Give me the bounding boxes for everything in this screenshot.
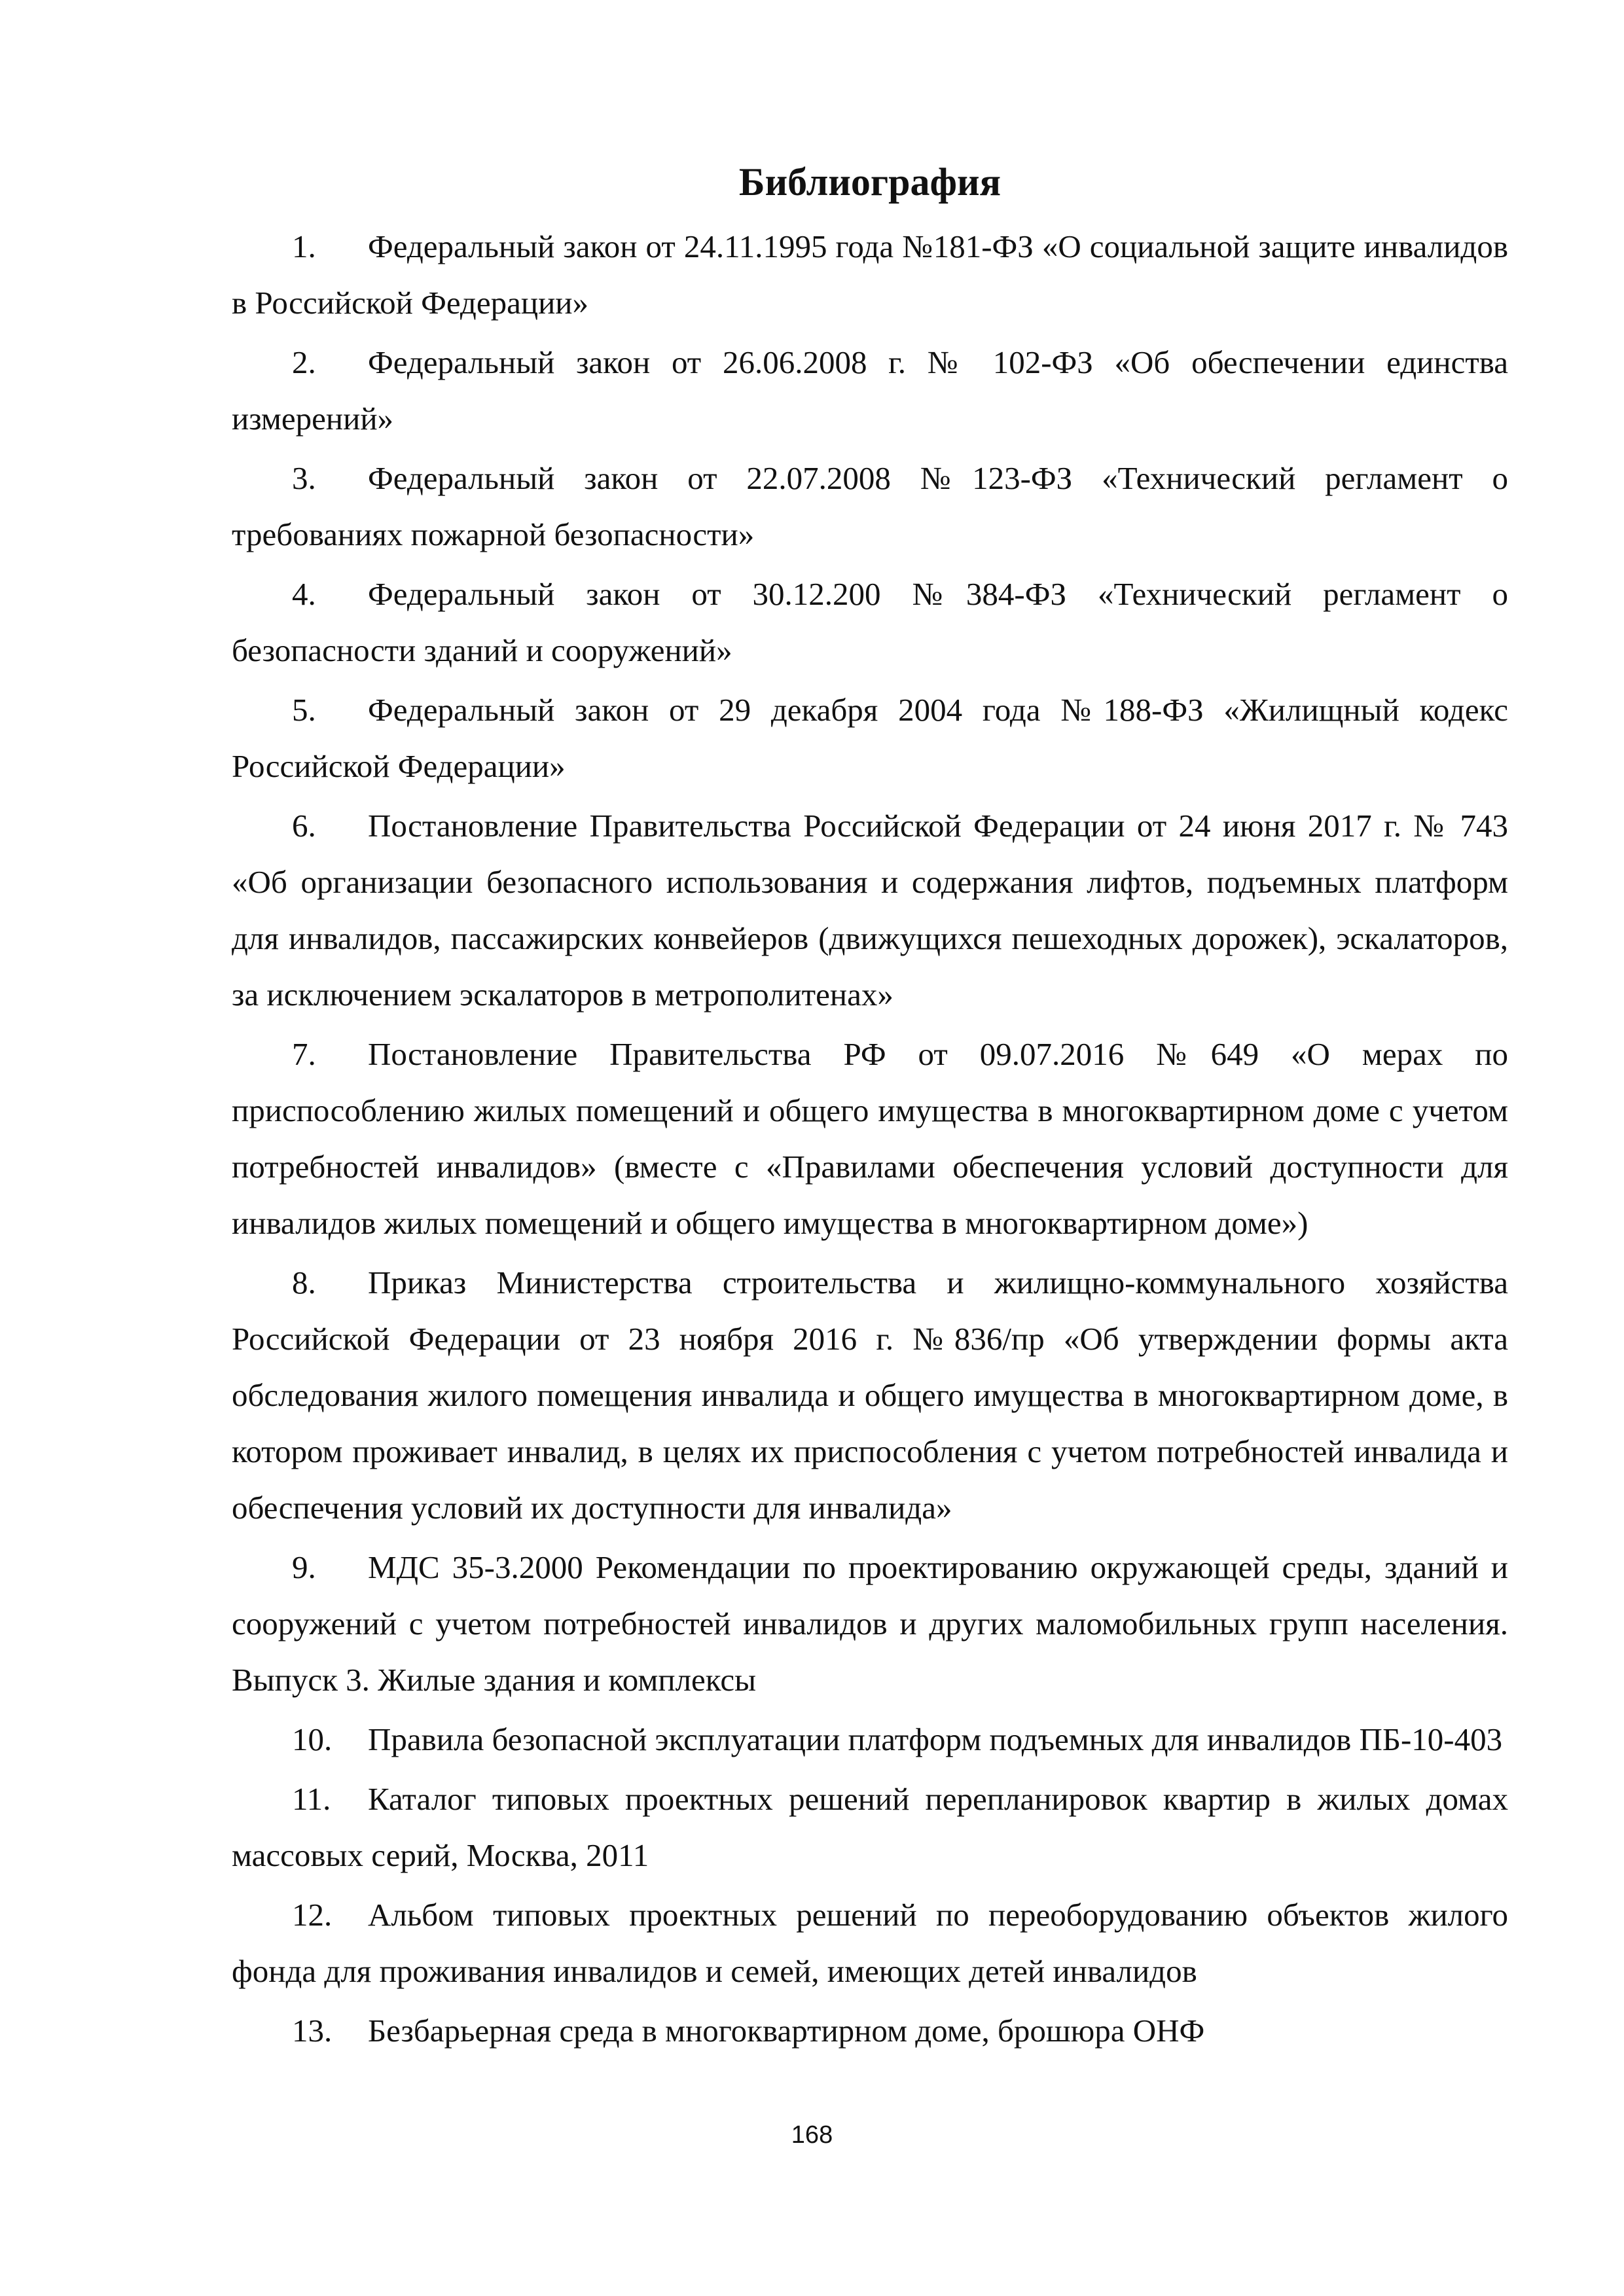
bibliography-entry [232,219,1508,331]
entry-number: 12. [292,1897,333,1933]
entry-number: 10. [292,1721,333,1757]
page-number: 168 [791,2121,833,2149]
entry-text: Безбарьерная среда в многоквартирном доме, брошюра ОНФ [368,2013,1205,2049]
entry-text: Каталог типовых проектных решений перепланировок квартир в жилых домах массовых серий, Москва, 2011 [232,1781,1508,1873]
bibliography-entry [232,1539,1508,1708]
entry-number: 7. [292,1036,316,1072]
bibliography-entry [232,2003,1508,2059]
entry-number: 3. [292,460,316,496]
entry-number: 2. [292,344,316,380]
bibliography-list [232,219,1508,2059]
entry-text: Приказ Министерства строительства и жилищно-коммунального хозяйства Российской Федерации от 23 ноября 2016 г. №836/пр «Об утверждении формы акта обследования жилого помещения инвалида и общего имущества в многоквартирном доме, в котором проживает инвалид, в целях их приспособления с учетом потребностей инвалида и обеспечения условий их доступности для инвалида» [232,1265,1508,1526]
entry-number: 11. [292,1781,331,1817]
entry-text: Альбом типовых проектных решений по переоборудованию объектов жилого фонда для проживания инвалидов и семей, имеющих детей инвалидов [232,1897,1508,1989]
entry-number: 4. [292,576,316,612]
entry-text: Федеральный закон от 29 декабря 2004 года №188-ФЗ «Жилищный кодекс Российской Федерации» [232,692,1508,784]
bibliography-entry [232,566,1508,679]
bibliography-entry [232,1887,1508,2000]
entry-number: 6. [292,808,316,844]
entry-text: Федеральный закон от 22.07.2008 №123-ФЗ «Технический регламент о требованиях пожарной безопасности» [232,460,1508,552]
page-title: Библиография [738,160,1001,204]
bibliography-entry [232,682,1508,795]
bibliography-entry [232,798,1508,1023]
entry-text: Федеральный закон от 24.11.1995 года №181-ФЗ «О социальной защите инвалидов в Российской Федерации» [232,228,1508,321]
entry-number: 13. [292,2013,333,2049]
entry-number: 9. [292,1549,316,1585]
entry-number: 5. [292,692,316,728]
entry-number: 8. [292,1265,316,1300]
bibliography-entry [232,450,1508,563]
bibliography-entry [232,1712,1508,1768]
entry-text: Федеральный закон от 30.12.200 №384-ФЗ «Технический регламент о безопасности зданий и сооружений» [232,576,1508,668]
bibliography-entry [232,1255,1508,1536]
entry-text: Постановление Правительства РФ от 09.07.2016 №649 «О мерах по приспособлению жилых помещений и общего имущества в многоквартирном доме с учетом потребностей инвалидов» (вместе с «Правилами обеспечения условий доступности для инвалидов жилых помещений и общего имущества в многоквартирном доме») [232,1036,1508,1241]
entry-text: Постановление Правительства Российской Федерации от 24 июня 2017 г. № 743 «Об организации безопасного использования и содержания лифтов, подъемных платформ для инвалидов, пассажирских конвейеров (движущихся пешеходных дорожек), эскалаторов, за исключением эскалаторов в метрополитенах» [232,808,1508,1013]
entry-text: МДС 35-3.2000 Рекомендации по проектированию окружающей среды, зданий и сооружений с учетом потребностей инвалидов и других маломобильных групп населения. Выпуск 3. Жилые здания и комплексы [232,1549,1508,1698]
bibliography-entry [232,334,1508,447]
entry-text: Федеральный закон от 26.06.2008 г. № 102-ФЗ «Об обеспечении единства измерений» [232,344,1508,437]
entry-text: Правила безопасной эксплуатации платформ подъемных для инвалидов ПБ-10-403 [368,1721,1503,1757]
bibliography-entry [232,1026,1508,1251]
bibliography-entry [232,1771,1508,1884]
entry-number: 1. [292,228,316,264]
